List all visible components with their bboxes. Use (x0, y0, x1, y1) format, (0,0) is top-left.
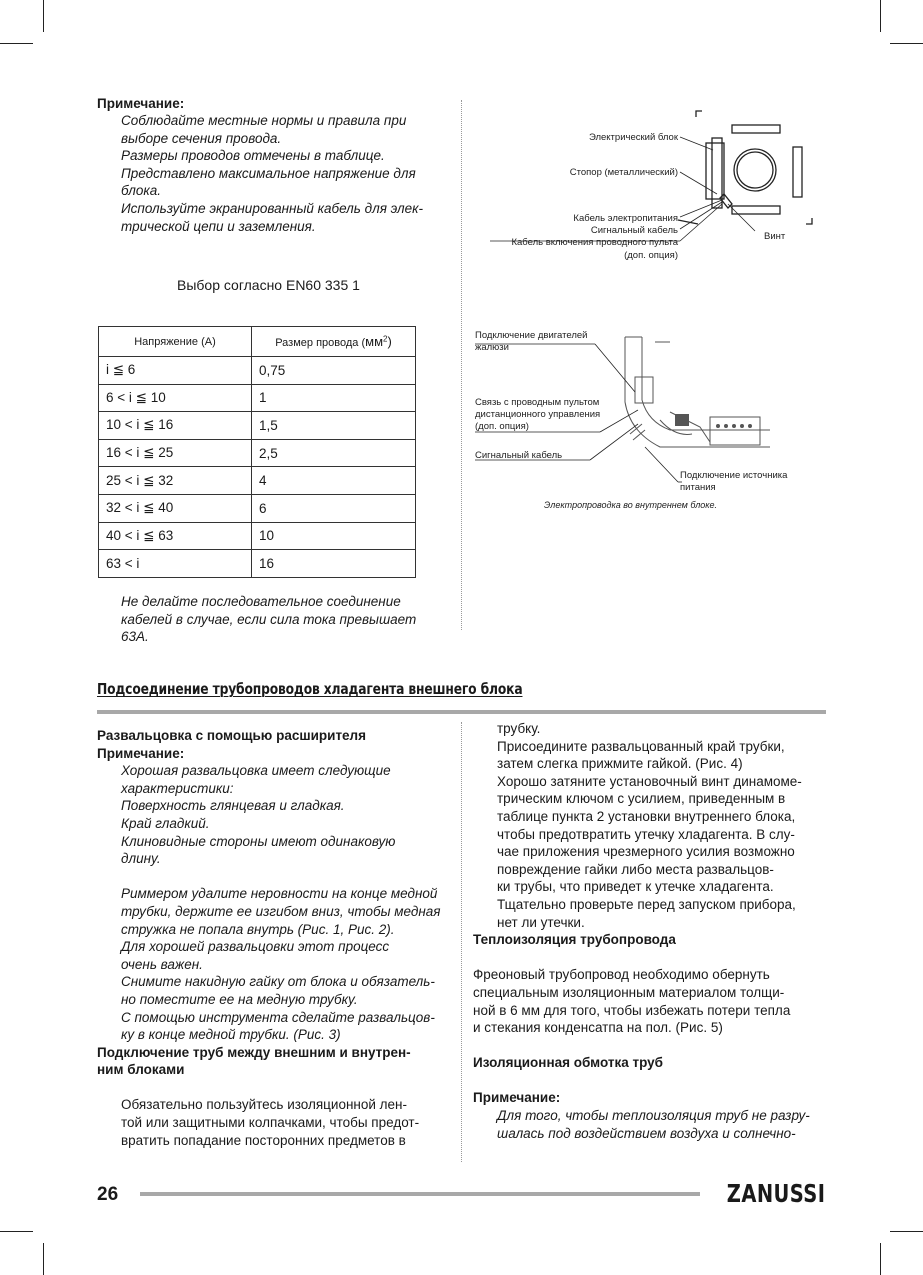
ream-line: Для хорошей развальцовки этот процесс (121, 939, 390, 955)
body-line: таблице пункта 2 установки внутреннего блока, (497, 808, 796, 824)
crop-mark (880, 1243, 881, 1275)
body-line: трубку. (497, 721, 541, 736)
crop-mark (0, 1231, 33, 1232)
note-line: Край гладкий. (121, 815, 210, 831)
note-line: шалась под воздействием воздуха и солнечно- (497, 1125, 796, 1141)
wire-size-unit: мм (365, 334, 383, 349)
table-row (99, 412, 416, 440)
note-heading: Примечание: (97, 745, 185, 761)
leader-line (728, 204, 755, 231)
page-number: 26 (97, 1184, 119, 1205)
ream-line: С помощью инструмента сделайте развальцов- (121, 1009, 435, 1025)
range-cell: 32 < i ≦ 40 (99, 494, 252, 522)
label-signal-cable: Сигнальный кабель (475, 450, 563, 461)
note-line: длину. (121, 851, 161, 867)
connect-line: Обязательно пользуйтесь изоляционной лен- (121, 1097, 408, 1113)
left-column (97, 727, 455, 1149)
ream-line: очень важен. (121, 956, 203, 972)
note-line: Соблюдайте местные нормы и правила при (121, 113, 407, 128)
size-cell: 0,75 (252, 357, 416, 385)
body-line: ки трубы, что приведет к утечке хладагента. (497, 879, 774, 895)
wire-size-close: ) (387, 334, 392, 349)
body-line: Присоедините развальцованный край трубки, (497, 738, 785, 754)
note-line: Для того, чтобы теплоизоляция труб не разру- (497, 1108, 810, 1124)
table-row (99, 522, 416, 550)
range-cell: i ≦ 6 (99, 357, 252, 385)
table-row (99, 384, 416, 412)
leader-line (595, 344, 635, 392)
body-line: повреждение гайки либо места развальцов- (497, 861, 774, 877)
wire-size-header (252, 327, 416, 357)
fan-outer-circle (734, 149, 776, 191)
terminal-screw (748, 424, 752, 428)
panel-top (732, 125, 780, 133)
body-line: специальным изоляционным материалом толщи- (473, 984, 785, 1000)
footer-rule (140, 1192, 700, 1196)
table-row (99, 467, 416, 495)
label-optional: (доп. опция) (624, 250, 678, 261)
leader-line (680, 202, 722, 229)
range-cell: 16 < i ≦ 25 (99, 439, 252, 467)
ream-line: но поместите ее на медную трубку. (121, 991, 358, 1007)
terminal-screw (732, 424, 736, 428)
label-remote-link: Связь с проводным пультом (475, 397, 600, 408)
series-warning (121, 593, 451, 646)
size-cell: 6 (252, 494, 416, 522)
note-heading: Примечание: (473, 1090, 561, 1106)
section-rule (97, 710, 826, 714)
right-column (473, 720, 833, 1142)
table-row (99, 550, 416, 578)
label-stopper: Стопор (металлический) (569, 167, 678, 178)
connect-line: той или защитными колпачками, чтобы предот- (121, 1115, 420, 1131)
range-cell: 10 < i ≦ 16 (99, 412, 252, 440)
table-header-row (99, 327, 416, 357)
connect-heading: Подключение труб между внешним и внутрен- (97, 1044, 411, 1060)
size-cell: 10 (252, 522, 416, 550)
insulation-heading: Теплоизоляция трубопровода (473, 932, 676, 948)
range-cell: 63 < i (99, 550, 252, 578)
warning-line: Не делайте последовательное соединение (121, 594, 401, 609)
column-divider (461, 100, 462, 630)
label-screw: Винт (764, 231, 786, 242)
label-power-source: Подключение источника (680, 470, 788, 481)
note-line: блока. (121, 183, 162, 199)
ream-line: Снимите накидную гайку от блока и обязатель- (121, 974, 435, 990)
table-row (99, 494, 416, 522)
note-line: трической цепи и заземления. (121, 218, 316, 234)
ream-line: трубки, держите ее изгибом вниз, чтобы медная (121, 903, 441, 919)
leader-line (680, 204, 722, 241)
note-block (97, 96, 457, 235)
body-line: и стекания конденсатпа на пол. (Рис. 5) (473, 1020, 723, 1036)
connect-heading: ним блоками (97, 1062, 185, 1078)
wire-size-table (98, 326, 416, 578)
indoor-wiring-diagram (470, 322, 830, 517)
fan-inner-circle (737, 152, 773, 188)
note-line: Поверхность глянцевая и гладкая. (121, 798, 345, 814)
body-line: Фреоновый трубопровод необходимо обернуть (473, 967, 770, 983)
label-signal-cable: Сигнальный кабель (590, 225, 678, 236)
crop-mark (43, 1243, 44, 1275)
column-divider (461, 722, 462, 1162)
body-line: Хорошо затяните установочный винт динамоме- (497, 773, 802, 789)
body-line: трическим ключом с усилием, приведенным в (497, 791, 786, 807)
wrap-heading: Изоляционная обмотка труб (473, 1055, 664, 1071)
electric-block-rect (706, 143, 724, 199)
brand-logo: ZANUSSI (726, 1179, 825, 1208)
size-cell: 4 (252, 467, 416, 495)
diagram-caption: Электропроводка во внутреннем блоке. (544, 500, 718, 510)
warning-line: кабелей в случае, если сила тока превышает (121, 611, 417, 627)
table-row (99, 357, 416, 385)
ream-line: ку в конце медной трубки. (Рис. 3) (121, 1027, 341, 1043)
body-line: Тщательно проверьте перед запуском прибора, (497, 896, 796, 912)
label-blinds-motor: жалюзи (475, 342, 509, 353)
connector-block (675, 414, 689, 426)
connect-line: вратить попадание посторонних предметов в (121, 1132, 406, 1148)
flaring-heading: Развальцовка с помощью расширителя (97, 728, 367, 743)
range-cell: 40 < i ≦ 63 (99, 522, 252, 550)
voltage-header: Напряжение (А) (99, 327, 252, 357)
size-cell: 1,5 (252, 412, 416, 440)
label-power-cable: Кабель электропитания (573, 213, 678, 224)
note-line: характеристики: (121, 780, 234, 796)
control-box (635, 377, 653, 403)
note-line: Используйте экранированный кабель для элек- (121, 200, 424, 216)
crop-mark (890, 43, 923, 44)
size-cell: 1 (252, 384, 416, 412)
label-electric-block: Электрический блок (588, 132, 678, 143)
corner-mark (696, 111, 702, 117)
panel-bottom (732, 206, 780, 214)
body-line: чтобы предотвратить утечку хладагента. В слу- (497, 826, 795, 842)
note-line: выборе сечения провода. (121, 130, 282, 146)
label-power-source: питания (680, 482, 716, 493)
wire-size-header-text: Размер провода ( (275, 337, 366, 349)
terminal-board (710, 417, 760, 445)
note-line: Размеры проводов отмечены в таблице. (121, 148, 385, 164)
label-blinds-motor: Подключение двигателей (475, 330, 588, 341)
corner-mark (806, 218, 812, 224)
terminal-screw (716, 424, 720, 428)
crop-mark (880, 0, 881, 32)
leader-line (590, 424, 638, 460)
note-line: Хорошая развальцовка имеет следующие (121, 763, 391, 779)
note-heading: Примечание: (97, 96, 185, 111)
leader-line (645, 447, 678, 482)
body-line: нет ли утечки. (497, 914, 585, 930)
selection-caption: Выбор согласно EN60 335 1 (177, 277, 360, 293)
crop-mark (890, 1231, 923, 1232)
body-line: затем слегка прижмите гайкой. (Рис. 4) (497, 756, 743, 772)
body-line: чае приложения чрезмерного усилия возможно (497, 844, 795, 860)
label-remote-link: дистанционного управления (475, 409, 601, 420)
table-row (99, 439, 416, 467)
range-cell: 6 < i ≦ 10 (99, 384, 252, 412)
size-cell: 2,5 (252, 439, 416, 467)
crop-mark (0, 43, 33, 44)
size-cell: 16 (252, 550, 416, 578)
label-remote-cable: Кабель включения проводного пульта (511, 237, 678, 248)
terminal-screw (740, 424, 744, 428)
ream-line: Риммером удалите неровности на конце медной (121, 886, 438, 902)
warning-line: 63А. (121, 629, 149, 645)
electric-block-diagram (470, 100, 830, 270)
note-line: Представлено максимальное напряжение для (121, 165, 416, 181)
range-cell: 25 < i ≦ 32 (99, 467, 252, 495)
body-line: ной в 6 мм для того, чтобы избежать потери тепла (473, 1002, 791, 1018)
terminal-screw (724, 424, 728, 428)
wire-size-sup: 2 (383, 334, 388, 344)
section-title: Подсоединение трубопроводов хладагента внешнего блока (97, 680, 523, 698)
crop-mark (43, 0, 44, 32)
ream-line: стружка не попала внутрь (Рис. 1, Рис. 2). (121, 921, 395, 937)
note-line: Клиновидные стороны имеют одинаковую (121, 833, 396, 849)
panel-right (793, 147, 802, 197)
label-remote-link: (доп. опция) (475, 421, 529, 432)
unit-inner-outline (642, 337, 770, 430)
